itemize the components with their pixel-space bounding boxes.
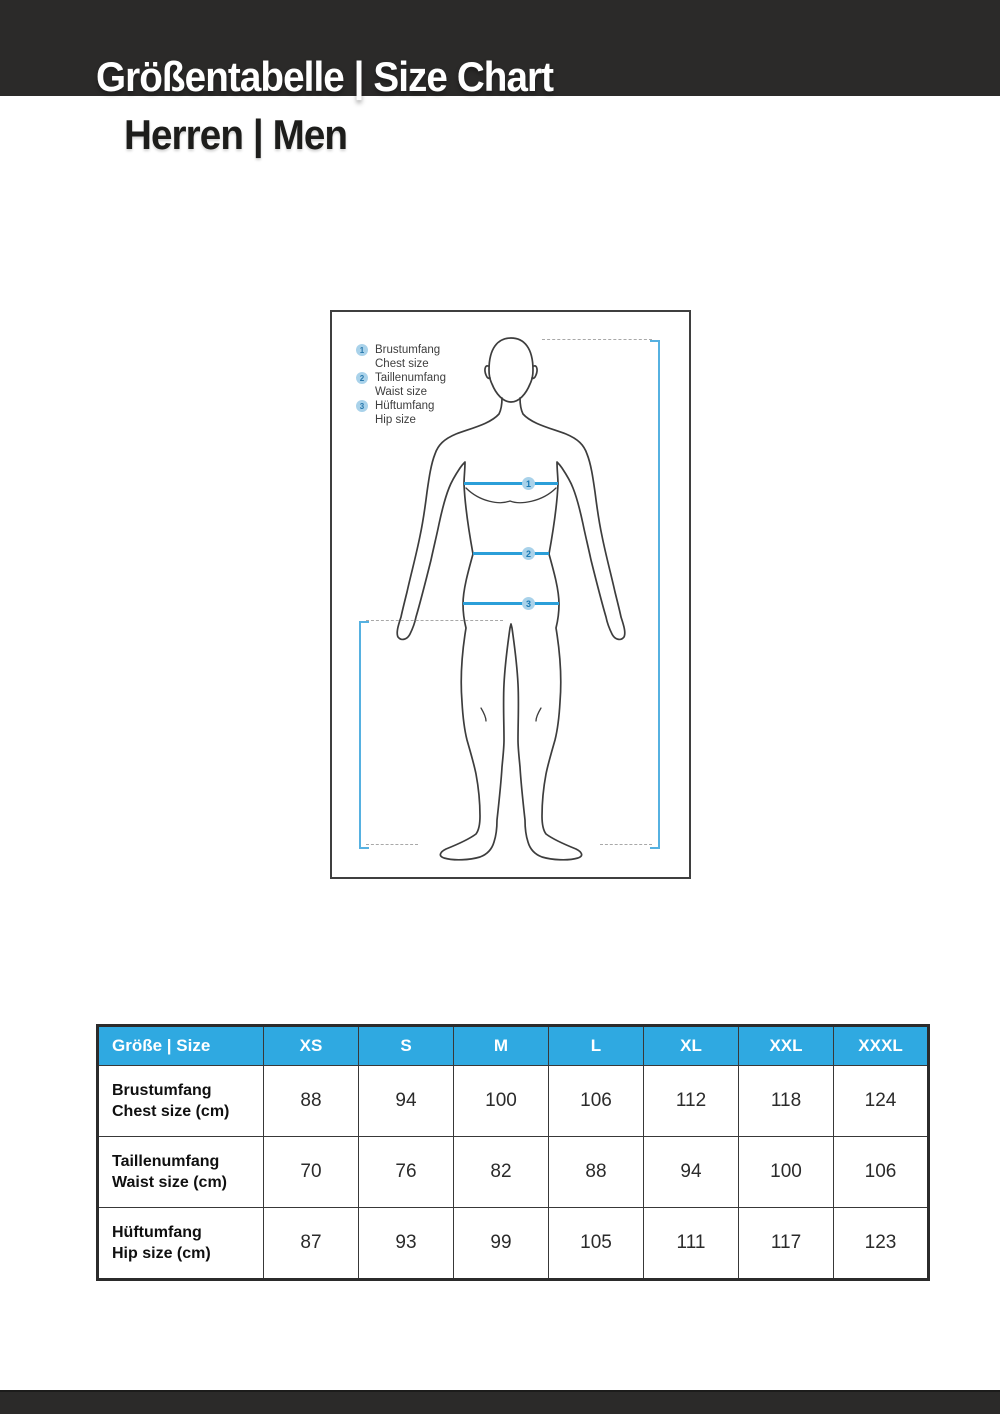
page-subtitle: Herren | Men bbox=[124, 111, 348, 158]
cell-value: 70 bbox=[264, 1137, 359, 1208]
cell-value: 93 bbox=[359, 1208, 454, 1280]
cell-value: 94 bbox=[359, 1066, 454, 1137]
column-header-s: S bbox=[359, 1026, 454, 1066]
height-measure-bracket bbox=[650, 340, 660, 849]
cell-value: 76 bbox=[359, 1137, 454, 1208]
legend-label: Taillenumfang Waist size bbox=[375, 372, 446, 398]
table-row-hip bbox=[98, 1208, 929, 1280]
cell-value: 112 bbox=[644, 1066, 739, 1137]
legend-number-badge: 2 bbox=[356, 372, 368, 384]
page-title: Größentabelle | Size Chart bbox=[96, 53, 554, 100]
body-outline-figure bbox=[332, 312, 689, 877]
cell-value: 88 bbox=[264, 1066, 359, 1137]
column-header-l: L bbox=[549, 1026, 644, 1066]
row-label-hip: Hüftumfang Hip size (cm) bbox=[98, 1208, 264, 1280]
waist-measure-badge: 2 bbox=[522, 547, 535, 560]
feet-guide-dashed-line-right bbox=[600, 844, 652, 845]
cell-value: 117 bbox=[739, 1208, 834, 1280]
cell-value: 105 bbox=[549, 1208, 644, 1280]
table-row-waist bbox=[98, 1137, 929, 1208]
cell-value: 100 bbox=[454, 1066, 549, 1137]
cell-value: 106 bbox=[549, 1066, 644, 1137]
waist-measure-line bbox=[473, 552, 549, 555]
chest-measure-badge: 1 bbox=[522, 477, 535, 490]
cell-value: 123 bbox=[834, 1208, 929, 1280]
head-guide-dashed-line bbox=[542, 339, 652, 340]
hip-measure-badge: 3 bbox=[522, 597, 535, 610]
column-header-xs: XS bbox=[264, 1026, 359, 1066]
crotch-guide-dashed-line bbox=[366, 620, 503, 621]
cell-value: 87 bbox=[264, 1208, 359, 1280]
cell-value: 124 bbox=[834, 1066, 929, 1137]
cell-value: 111 bbox=[644, 1208, 739, 1280]
row-label-waist: Taillenumfang Waist size (cm) bbox=[98, 1137, 264, 1208]
inseam-measure-bracket bbox=[359, 621, 369, 849]
legend-number-badge: 1 bbox=[356, 344, 368, 356]
column-header-xl: XL bbox=[644, 1026, 739, 1066]
row-label-chest: Brustumfang Chest size (cm) bbox=[98, 1066, 264, 1137]
feet-guide-dashed-line-left bbox=[366, 844, 418, 845]
cell-value: 99 bbox=[454, 1208, 549, 1280]
column-header-xxl: XXL bbox=[739, 1026, 834, 1066]
legend-number-badge: 3 bbox=[356, 400, 368, 412]
column-header-size: Größe | Size bbox=[98, 1026, 264, 1066]
column-header-xxxl: XXXL bbox=[834, 1026, 929, 1066]
cell-value: 88 bbox=[549, 1137, 644, 1208]
size-table bbox=[96, 1024, 930, 1281]
chest-measure-line bbox=[464, 482, 558, 485]
legend-label: Brustumfang Chest size bbox=[375, 344, 441, 370]
cell-value: 106 bbox=[834, 1137, 929, 1208]
cell-value: 118 bbox=[739, 1066, 834, 1137]
footer-bar bbox=[0, 1390, 1000, 1414]
cell-value: 100 bbox=[739, 1137, 834, 1208]
table-row-chest bbox=[98, 1066, 929, 1137]
cell-value: 94 bbox=[644, 1137, 739, 1208]
hip-measure-line bbox=[463, 602, 559, 605]
legend-label: Hüftumfang Hip size bbox=[375, 400, 435, 426]
brand-ribbon bbox=[733, 0, 944, 212]
column-header-m: M bbox=[454, 1026, 549, 1066]
cell-value: 82 bbox=[454, 1137, 549, 1208]
size-table-header-row bbox=[98, 1026, 929, 1066]
measurement-diagram bbox=[330, 310, 691, 879]
